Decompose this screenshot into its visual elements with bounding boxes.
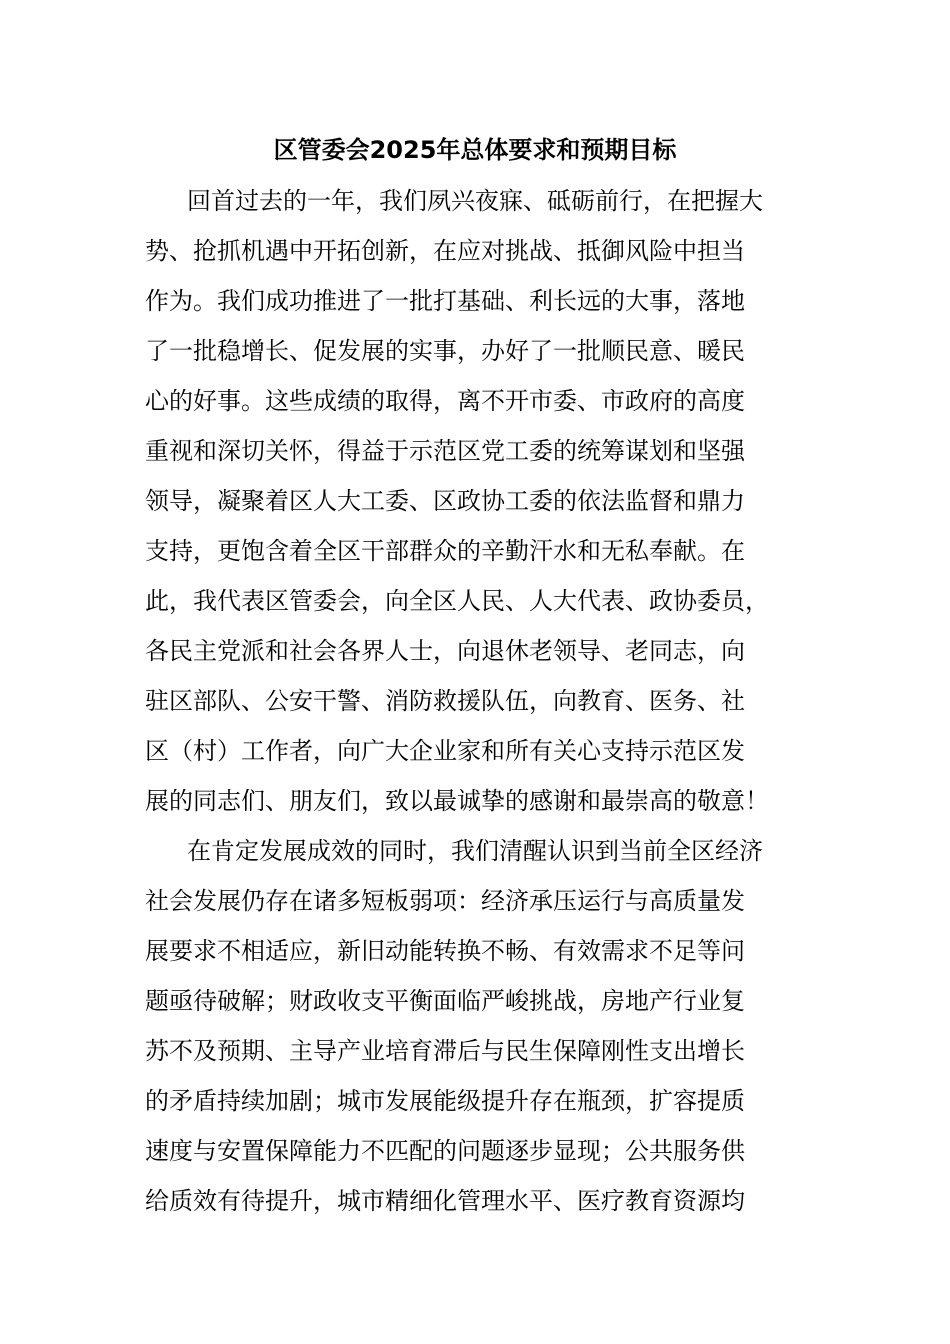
paragraph-1 [145,176,805,826]
document-body [145,176,805,1226]
text-line: 了一批稳增长、促发展的实事，办好了一批顺民意、暖民 [145,337,745,365]
text-line: 区（村）工作者，向广大企业家和所有关心支持示范区发 [145,737,745,765]
text-line: 题亟待破解；财政收支平衡面临严峻挑战，房地产行业复 [145,987,745,1015]
paragraph-2 [145,826,805,1226]
text-line: 各民主党派和社会各界人士，向退休老领导、老同志，向 [145,637,745,665]
text-line: 展的同志们、朋友们，致以最诚挚的感谢和最崇高的敬意！ [145,787,769,815]
text-line: 重视和深切关怀，得益于示范区党工委的统筹谋划和坚强 [145,437,745,465]
document-title: 区管委会2025年总体要求和预期目标 [273,136,677,164]
text-line: 苏不及预期、主导产业培育滞后与民生保障刚性支出增长 [145,1037,745,1065]
text-line: 此，我代表区管委会，向全区人民、人大代表、政协委员， [145,587,769,615]
text-line: 的矛盾持续加剧；城市发展能级提升存在瓶颈，扩容提质 [145,1087,745,1115]
text-line: 势、抢抓机遇中开拓创新，在应对挑战、抵御风险中担当 [145,237,745,265]
text-line: 作为。我们成功推进了一批打基础、利长远的大事，落地 [145,287,745,315]
text-line: 给质效有待提升，城市精细化管理水平、医疗教育资源均 [145,1187,745,1215]
text-line: 速度与安置保障能力不匹配的问题逐步显现；公共服务供 [145,1137,745,1165]
text-line: 心的好事。这些成绩的取得，离不开市委、市政府的高度 [145,387,745,415]
text-line: 在肯定发展成效的同时，我们清醒认识到当前全区经济 [187,837,763,865]
text-line: 驻区部队、公安干警、消防救援队伍，向教育、医务、社 [145,687,745,715]
text-line: 展要求不相适应，新旧动能转换不畅、有效需求不足等问 [145,937,745,965]
text-line: 支持，更饱含着全区干部群众的辛勤汗水和无私奉献。在 [145,537,745,565]
text-line: 领导，凝聚着区人大工委、区政协工委的依法监督和鼎力 [145,487,745,515]
text-line: 回首过去的一年，我们夙兴夜寐、砥砺前行，在把握大 [187,187,763,215]
text-line: 社会发展仍存在诸多短板弱项：经济承压运行与高质量发 [145,887,745,915]
